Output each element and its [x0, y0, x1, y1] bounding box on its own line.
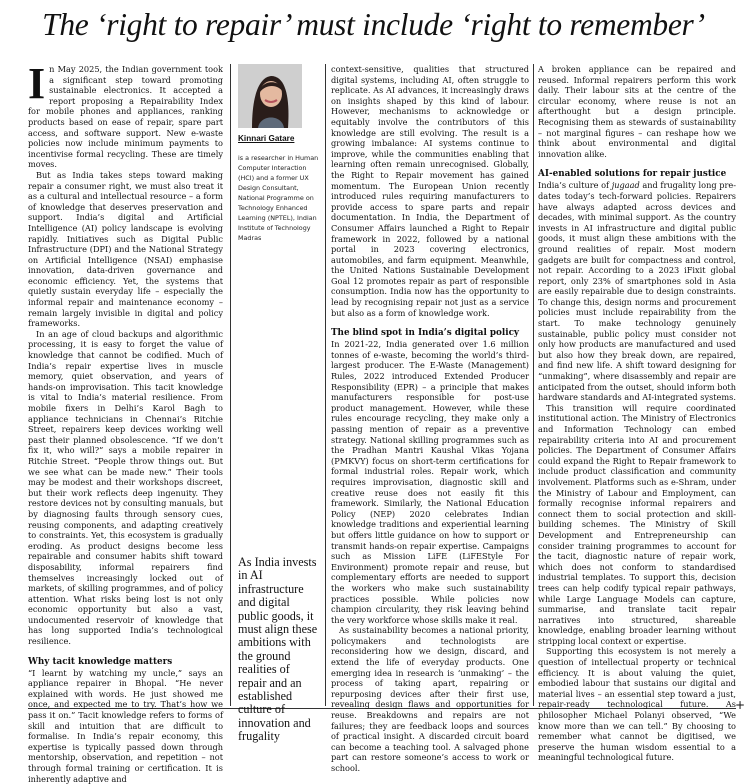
- paragraph: As sustainability becomes a national priority, policymakers and technologists are reconsidering how we design, discard, and extend the life of everyday products. One emerging idea in research is ‘unmaking’ – the process of taking apart, repairing or repurposing devices after their first use, revealing design flaws and opportunities for reuse. Breakdowns and repairs are not failures; they are feedback loops and sources of practical insight. A discarded circuit board can become a teaching tool. A salvaged phone part can restore someone’s access to work or school.: [331, 625, 529, 773]
- author-photo-icon: [238, 64, 302, 128]
- section-heading: AI-enabled solutions for repair justice: [538, 169, 727, 180]
- section-heading: Why tacit knowledge matters: [28, 656, 173, 667]
- paragraph: In 2021-22, India generated over 1.6 million tonnes of e-waste, becoming the world’s third-largest producer. The E-Waste (Management) Rules, 2022 introduced Extended Producer Responsibility (EPR) – a principle that makes manufacturers responsible for post-use product management. However, while these rules encourage recycling, they make only a passing mention of repair as a preventive strategy. National skilling programmes such as the Pradhan Mantri Kaushal Vikas Yojana (PMKVY) focus on short-term certifications for formal industrial roles. Repair work, which requires improvisation, diagnostic skill and creative reuse does not easily fit this framework. Similarly, the National Education Policy (NEP) 2020 celebrates Indian knowledge traditions and experiential learning but offers little guidance on how to support or transmit hands-on repair expertise. Campaigns such as Mission LiFE (LiFEStyle For Environment) promote repair and reuse, but complementary efforts are needed to support the workers who make such sustainability practices possible. While policies now champion circularity, they risk leaving behind the very workforce whose skills make it real.: [331, 339, 529, 625]
- author-photo: [238, 64, 302, 128]
- article-column-1: [28, 59, 223, 784]
- column-divider: [533, 64, 534, 706]
- paragraph: context-sensitive, qualities that structured digital systems, including AI, often struggle to replicate. As AI advances, it increasingly draws on insights shaped by this kind of labour. However, mechanisms to acknowledge or equitably involve the contributors of this knowledge are still evolving. The result is a growing imbalance: AI systems continue to improve, while the communities enabling that learning often remain unrecognised. Globally, the Right to Repair movement has gained momentum. The European Union recently introduced rules requiring manufacturers to provide access to spare parts and repair documentation. In India, the Department of Consumer Affairs launched a Right to Repair framework in 2022, followed by a national portal in 2023 covering electronics, automobiles, and farm equipment. Meanwhile, the United Nations Sustainable Development Goal 12 promotes repair as part of responsible consumption. India now has the opportunity to lead by recognising repair not just as a service but also as a form of knowledge work.: [331, 64, 529, 318]
- headline: The ‘right to repair’ must include ‘right to remember’: [42, 7, 705, 42]
- paragraph: India’s culture of jugaad and frugality long pre-dates today’s tech-forward policies. Repairers have always adapted across devices and decades, with minimal support. As the country invests in AI infrastructure and digital public goods, it must align these ambitions with the ground realities of repair. Most modern gadgets are built for compactness and control, not repair. According to a 2023 iFixit global report, only 23% of smartphones sold in Asia are easily repairable due to design constraints. To change this, design norms and procurement policies must include repairability from the start. To make technology genuinely sustainable, public policy must consider not only how products are manufactured and used but also how they break down, are repaired, and find new life. A shift toward designing for “unmaking”, where disassembly and repair are anticipated from the outset, should inform both hardware standards and AI-integrated systems.: [538, 180, 736, 403]
- paragraph: In May 2025, the Indian government took a significant step toward promoting sustainable electronics. It accepted a report proposing a Repairability Index for mobile phones and appliances, ranking products based on ease of repair, spare part access, and software support. New e-waste policies now include minimum payments to incentivise formal recycling. These are timely moves.: [28, 59, 223, 170]
- paragraph: A broken appliance can be repaired and reused. Informal repairers perform this work daily. Their labour sits at the centre of the circular economy, where reuse is not an afterthought but a design principle. Recognising them as stewards of sustainability – not marginal figures – can reshape how we think about environmental and digital innovation alike.: [538, 64, 736, 159]
- pull-quote: As India invests in AI infrastructure and digital public goods, it must align these ambitions with the ground realities of repair and an established culture of innovation and frugality: [238, 555, 318, 744]
- section-heading: The blind spot in India’s digital policy: [331, 328, 520, 339]
- author-name: Kinnari Gatare: [238, 134, 295, 143]
- column-divider: [230, 64, 231, 706]
- column-divider: [325, 64, 326, 706]
- paragraph: “I learnt by watching my uncle,” says an appliance repairer in Bhopal. “He never explained with words. He just showed me once, and expected me to try. That’s how we pass it on.” Tacit knowledge refers to forms of skill and intuition that are difficult to formalise. In India’s repair economy, this expertise is typically passed down through mentorship, observation, and repetition – not through formal training or certification. It is inherently adaptive and: [28, 667, 223, 784]
- author-box: [238, 64, 320, 243]
- paragraph: In an age of cloud backups and algorithmic processing, it is easy to forget the value of knowledge that cannot be codified. Much of India’s repair expertise lives in muscle memory, quiet observation, and years of hands-on improvisation. This tacit knowledge is vital to India’s material resilience. From mobile fixers in Delhi’s Karol Bagh to appliance technicians in Chennai’s Ritchie Street, repairers keep devices working well past their planned obsolescence. “If we don’t fix it, who will?” says a mobile repairer in Ritchie Street. “People throw things out. But we see what can be made new.” Their tools may be modest and their workshops discreet, but their work reflects deep ingenuity. They restore devices not by consulting manuals, but by diagnosing faults through sensory cues, reusing components, and adapting creatively to constraints. Yet, this ecosystem is gradually eroding. As product designs become less repairable and consumer habits shift toward disposability, informal repairers find themselves increasingly locked out of markets, of skilling programmes, and of policy attention. What risks being lost is not only economic opportunity but also a vast, undocumented reservoir of knowledge that has long supported India’s technological resilience.: [28, 328, 223, 647]
- paragraph: This transition will require coordinated institutional action. The Ministry of Electronics and Information Technology can embed repairability criteria into AI and procurement policies. The Department of Consumer Affairs could expand the Right to Repair framework to include product classification and community involvement. Platforms such as e-Shram, under the Ministry of Labour and Employment, can formally recognise informal repairers and connect them to social protection and skill-building schemes. The Ministry of Skill Development and Entrepreneurship can consider training programmes to account for the tacit, diagnostic nature of repair work, which does not conform to standardised industrial templates. To support this, decision trees can help codify typical repair pathways, while Large Language Models can capture, summarise, and translate tacit repair narratives into structured, shareable knowledge, enabling broader learning without stripping local context or expertise.: [538, 402, 736, 646]
- article-column-3: [331, 64, 529, 773]
- paragraph: Supporting this ecosystem is not merely a question of intellectual property or technical efficiency. It is about valuing the quiet, embodied labour that sustains our digital and material lives – an essential step toward a just, repair-ready technological future. As philosopher Michael Polanyi observed, “We know more than we can tell.” By choosing to remember what cannot be digitised, we preserve the human wisdom essential to a meaningful technological future.: [538, 646, 736, 763]
- drop-cap: I: [28, 59, 46, 108]
- author-bio: is a researcher in Human Computer Interaction (HCI) and a former UX Design Consultant, National Programme on Technology Enhanced Learning (NPTEL), Indian Institute of Technology Madras: [238, 154, 319, 242]
- article-column-4: [538, 64, 736, 763]
- crosshair-cursor-icon: +: [735, 698, 746, 712]
- paragraph: But as India takes steps toward making repair a consumer right, we must also treat it as a cultural and intellectual resource – a form of knowledge that deserves preservation and support. India’s digital and Artificial Intelligence (AI) policy landscape is evolving rapidly. Initiatives such as Digital Public Infrastructure (DPI) and the National Strategy on Artificial Intelligence (NSAI) emphasise innovation, data-driven governance and economic efficiency. Yet, the systems that quietly sustain everyday life – especially the informal repair and maintenance economy – remain largely invisible in digital and policy frameworks.: [28, 169, 223, 329]
